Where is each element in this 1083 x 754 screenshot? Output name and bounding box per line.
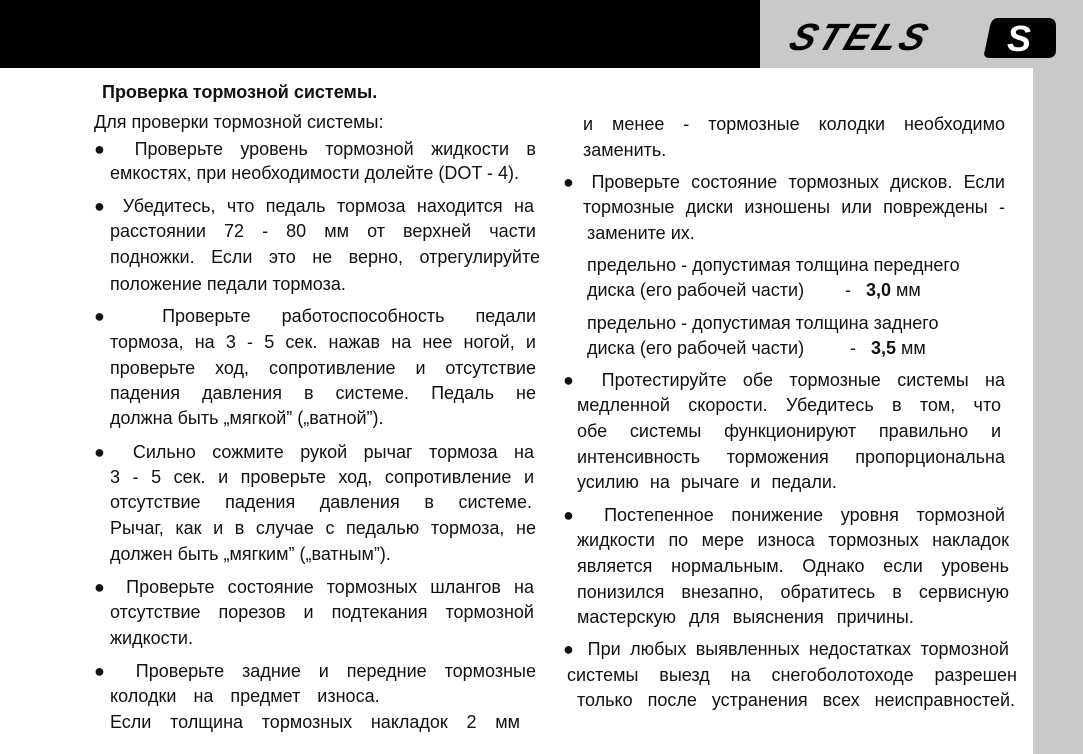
right-line-18: мастерскую для выяснения причины. bbox=[577, 607, 914, 627]
front-disc-dash: - bbox=[845, 280, 851, 300]
left-line-2: ● Убедитесь, что педаль тормоза находится на bbox=[94, 196, 534, 216]
right-line-12: интенсивность торможения пропорциональна bbox=[577, 447, 1005, 467]
left-line-18: жидкости. bbox=[110, 628, 193, 648]
left-line-0: ● Проверьте уровень тормозной жидкости в bbox=[94, 139, 536, 159]
stels-emblem-letter: S bbox=[1006, 18, 1032, 59]
intro-text: Для проверки тормозной системы: bbox=[94, 112, 384, 132]
left-line-1: емкостях, при необходимости долейте (DOT - 4). bbox=[110, 163, 520, 183]
right-line-10: медленной скорости. Убедитесь в том, что bbox=[577, 395, 1001, 415]
left-line-15: должен быть „мягким” („ватным”). bbox=[110, 544, 391, 564]
right-line-16: является нормальным. Однако если уровень bbox=[577, 556, 1009, 576]
left-line-8: проверьте ход, сопротивление и отсутствие bbox=[110, 358, 536, 378]
left-line-7: тормоза, на 3 - 5 сек. нажав на нее ногой, и bbox=[110, 332, 536, 352]
rear-disc-dash: - bbox=[850, 338, 856, 358]
right-line-17: понизился внезапно, обратитесь в сервисную bbox=[577, 582, 1009, 602]
left-line-9: падения давления в системе. Педаль не bbox=[110, 383, 536, 403]
rear-disc-value bbox=[871, 336, 926, 360]
front-disc-value bbox=[866, 278, 921, 302]
rear-disc-unit: мм bbox=[901, 338, 926, 358]
left-line-17: отсутствие порезов и подтекания тормозной bbox=[110, 602, 534, 622]
left-line-11: ● Сильно сожмите рукой рычаг тормоза на bbox=[94, 442, 534, 462]
front-disc-number: 3,0 bbox=[866, 280, 892, 300]
front-disc-label: диска (его рабочей части) bbox=[587, 280, 805, 300]
right-line-13: усилию на рычаге и педали. bbox=[577, 472, 837, 492]
section-heading: Проверка тормозной системы. bbox=[102, 82, 378, 102]
right-line-15: жидкости по мере износа тормозных накладок bbox=[577, 530, 1009, 550]
left-line-16: ● Проверьте состояние тормозных шлангов на bbox=[94, 577, 534, 597]
right-line-3: тормозные диски изношены или повреждены - bbox=[583, 197, 1005, 217]
stels-s-emblem-icon bbox=[984, 18, 1056, 59]
left-line-6: ● Проверьте работоспособность педали bbox=[94, 306, 536, 326]
stels-logo bbox=[780, 14, 1060, 62]
right-line-0: и менее - тормозные колодки необходимо bbox=[583, 114, 1005, 134]
right-line-20: системы выезд на снегоболотоходе разрешен bbox=[567, 665, 1017, 685]
rear-disc-number: 3,5 bbox=[871, 338, 897, 358]
right-line-19: ● При любых выявленных недостатках тормозной bbox=[563, 639, 1009, 659]
front-disc-limit: предельно - допустимая толщина переднего bbox=[587, 255, 960, 275]
right-line-2: ● Проверьте состояние тормозных дисков. Если bbox=[563, 172, 1005, 192]
right-line-9: ● Протестируйте обе тормозные системы на bbox=[563, 370, 1005, 390]
left-line-4: подножки. Если это не верно, отрегулируйте bbox=[110, 247, 540, 267]
left-line-20: колодки на предмет износа. bbox=[110, 686, 380, 706]
left-line-12: 3 - 5 сек. и проверьте ход, сопротивление и bbox=[110, 467, 534, 487]
rear-disc-limit: предельно - допустимая толщина заднего bbox=[587, 313, 939, 333]
rear-disc-label: диска (его рабочей части) bbox=[587, 338, 805, 358]
right-line-11: обе системы функционируют правильно и bbox=[577, 421, 1001, 441]
front-disc-unit: мм bbox=[896, 280, 921, 300]
left-line-13: отсутствие падения давления в системе. bbox=[110, 492, 532, 512]
header-black-bar bbox=[0, 0, 760, 68]
side-gray-strip bbox=[1033, 68, 1083, 754]
left-line-19: ● Проверьте задние и передние тормозные bbox=[94, 661, 536, 681]
left-line-14: Рычаг, как и в случае с педалью тормоза, не bbox=[110, 518, 536, 538]
right-line-1: заменить. bbox=[583, 140, 667, 160]
left-line-3: расстоянии 72 - 80 мм от верхней части bbox=[110, 221, 536, 241]
right-line-21: только после устранения всех неисправностей. bbox=[577, 690, 1015, 710]
left-line-5: положение педали тормоза. bbox=[110, 274, 346, 294]
left-line-21: Если толщина тормозных накладок 2 мм bbox=[110, 712, 520, 732]
right-line-14: ● Постепенное понижение уровня тормозной bbox=[563, 505, 1005, 525]
stels-logo-text: STELS bbox=[783, 16, 937, 59]
left-line-10: должна быть „мягкой” („ватной”). bbox=[110, 408, 384, 428]
right-line-4: замените их. bbox=[587, 223, 695, 243]
